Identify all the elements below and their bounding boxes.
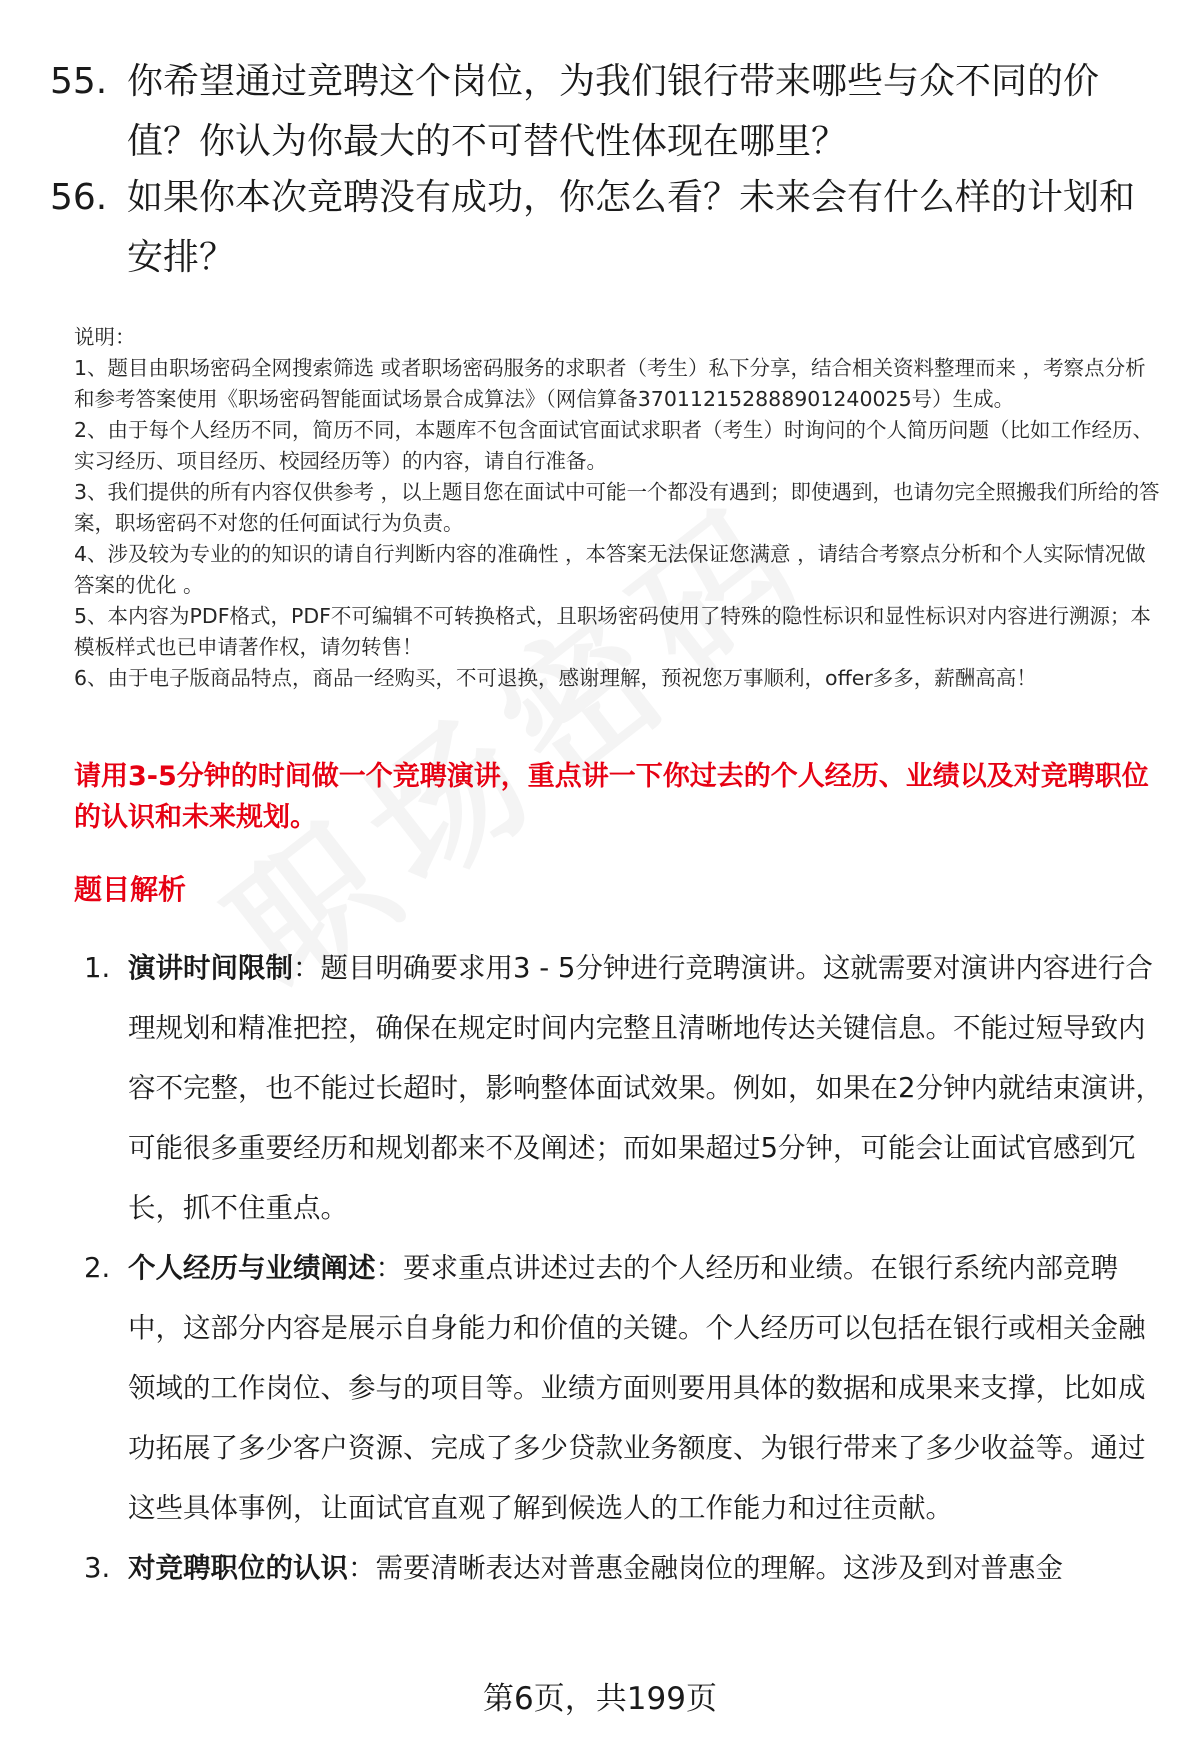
- question-text: 你希望通过竞聘这个岗位，为我们银行带来哪些与众不同的价值？你认为你最大的不可替代性体现在哪里？: [127, 61, 1100, 162]
- note-item: 1、题目由职场密码全网搜索筛选 或者职场密码服务的求职者（考生）私下分享，结合相关资料整理而来 ，考察点分析和参考答案使用《职场密码智能面试场景合成算法》（网信算备370112152888901240025号）生成。: [74, 356, 1146, 411]
- question-number: 56.: [50, 177, 108, 218]
- item-text: ：题目明确要求用3 - 5分钟进行竞聘演讲。这就需要对演讲内容进行合理规划和精准把控，确保在规定时间内完整且清晰地传达关键信息。不能过短导致内容不完整，也不能过长超时，影响整体面试效果。例如，如果在2分钟内就结束演讲，可能很多重要经历和规划都来不及阐述；而如果超过5分钟，可能会让面试官感到冗长，抓不住重点。: [128, 952, 1163, 1224]
- item-text: ：需要清晰表达对普惠金融岗位的理解。这涉及到对普惠金: [348, 1552, 1063, 1584]
- item-number: 1.: [84, 952, 111, 984]
- item-title: 演讲时间限制: [128, 952, 293, 984]
- analysis-item: [84, 938, 1164, 1238]
- note-item: 5、本内容为PDF格式，PDF不可编辑不可转换格式，且职场密码使用了特殊的隐性标识和显性标识对内容进行溯源；本模板样式也已申请著作权，请勿转售！: [74, 604, 1151, 659]
- analysis-list: [84, 938, 1164, 1598]
- item-number: 2.: [84, 1252, 111, 1284]
- note-item: 3、我们提供的所有内容仅供参考 ，以上题目您在面试中可能一个都没有遇到；即使遇到，也请勿完全照搬我们所给的答案，职场密码不对您的任何面试行为负责。: [74, 480, 1160, 535]
- question-number: 55.: [50, 61, 108, 102]
- item-text: ：要求重点讲述过去的个人经历和业绩。在银行系统内部竞聘中，这部分内容是展示自身能力和价值的关键。个人经历可以包括在银行或相关金融领域的工作岗位、参与的项目等。业绩方面则要用具体的数据和成果来支撑，比如成功拓展了多少客户资源、完成了多少贷款业务额度、为银行带来了多少收益等。通过这些具体事例，让面试官直观了解到候选人的工作能力和过往贡献。: [128, 1252, 1146, 1524]
- item-title: 个人经历与业绩阐述: [128, 1252, 376, 1284]
- page-footer: 第6页，共199页: [483, 1681, 717, 1717]
- notes-heading: 说明：: [74, 325, 136, 349]
- prompt-question: 请用3-5分钟的时间做一个竞聘演讲，重点讲一下你过去的个人经历、业绩以及对竞聘职位的认识和未来规划。: [74, 761, 1149, 833]
- notes-section: [74, 322, 1164, 694]
- item-title: 对竞聘职位的认识: [128, 1552, 348, 1584]
- analysis-item: [84, 1238, 1164, 1538]
- analysis-item: [84, 1538, 1164, 1598]
- question-56: [50, 168, 1150, 288]
- item-number: 3.: [84, 1552, 111, 1584]
- note-item: 4、涉及较为专业的的知识的请自行判断内容的准确性 ，本答案无法保证您满意 ，请结合考察点分析和个人实际情况做答案的优化 。: [74, 542, 1146, 597]
- note-item: 2、由于每个人经历不同，简历不同，本题库不包含面试官面试求职者（考生）时询问的个人简历问题（比如工作经历、实习经历、项目经历、校园经历等）的内容，请自行准备。: [74, 418, 1154, 473]
- question-text: 如果你本次竞聘没有成功，你怎么看？未来会有什么样的计划和安排？: [127, 177, 1136, 278]
- question-55: [50, 52, 1150, 172]
- note-item: 6、由于电子版商品特点，商品一经购买，不可退换，感谢理解，预祝您万事顺利，offer多多，薪酬高高！: [74, 666, 1037, 690]
- analysis-title: 题目解析: [74, 873, 187, 906]
